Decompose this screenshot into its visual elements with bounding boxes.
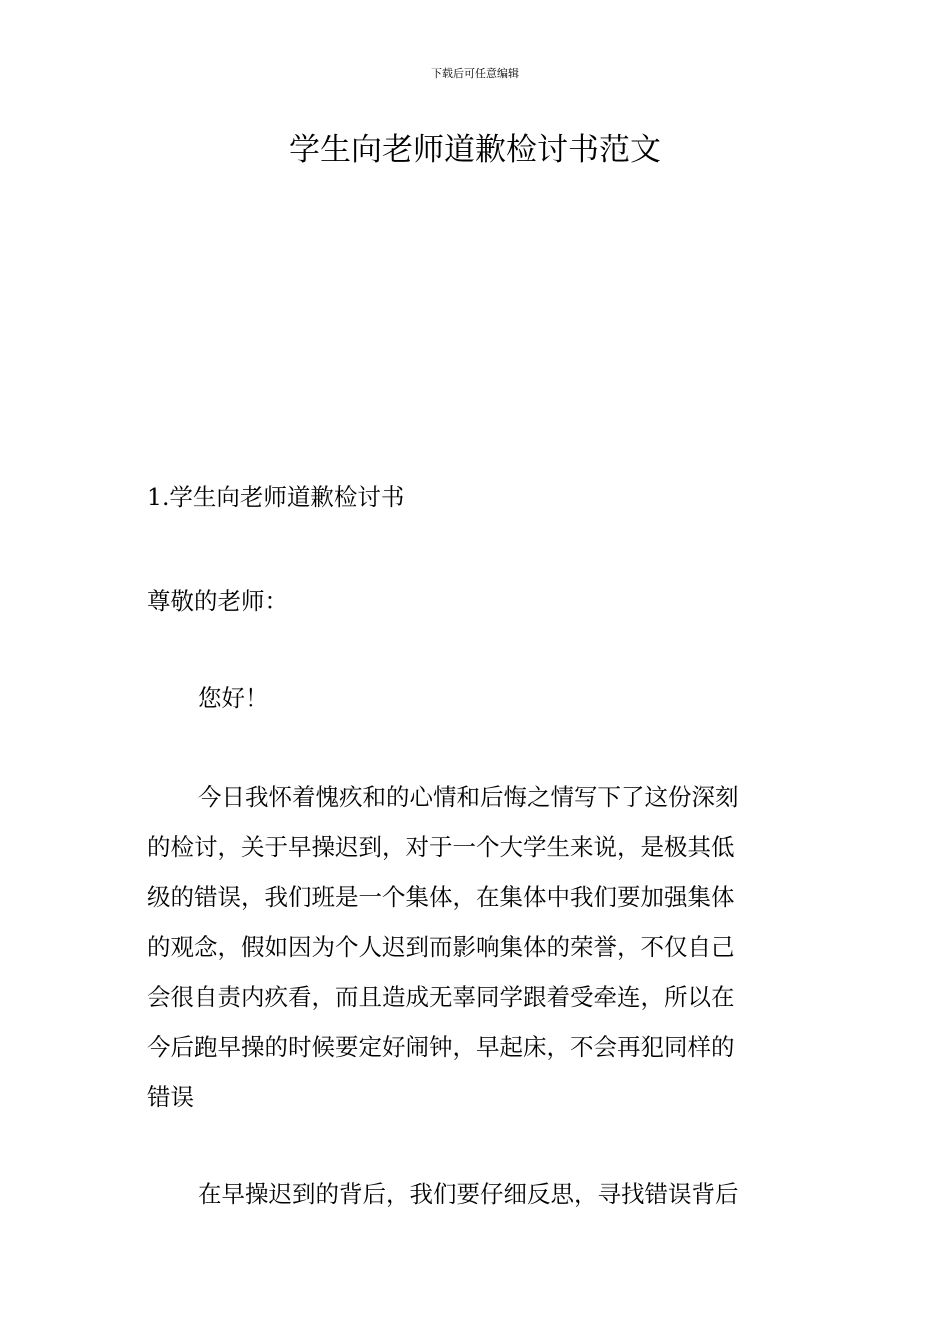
header-note: 下载后可任意编辑 xyxy=(431,67,519,80)
paragraph-line: 的检讨，关于早操迟到，对于一个大学生来说，是极其低 xyxy=(147,833,735,861)
paragraph-line: 错误 xyxy=(147,1083,194,1111)
paragraph-line: 今日我怀着愧疚和的心情和后悔之情写下了这份深刻 xyxy=(198,783,739,811)
salutation: 尊敬的老师： xyxy=(147,587,288,615)
paragraph-line: 级的错误，我们班是一个集体，在集体中我们要加强集体 xyxy=(147,883,735,911)
greeting: 您好！ xyxy=(198,684,269,712)
section-heading: 1.学生向老师道歉检讨书 xyxy=(147,483,405,511)
paragraph-line: 的观念，假如因为个人迟到而影响集体的荣誉，不仅自己 xyxy=(147,933,735,961)
paragraph-2-line: 在早操迟到的背后，我们要仔细反思，寻找错误背后 xyxy=(198,1180,739,1208)
paragraph-line: 会很自责内疚看，而且造成无辜同学跟着受牵连，所以在 xyxy=(147,983,735,1011)
paragraph-1 xyxy=(147,785,807,1135)
paragraph-line: 今后跑早操的时候要定好闹钟，早起床，不会再犯同样的 xyxy=(147,1033,735,1061)
document-title: 学生向老师道歉检讨书范文 xyxy=(289,132,661,168)
